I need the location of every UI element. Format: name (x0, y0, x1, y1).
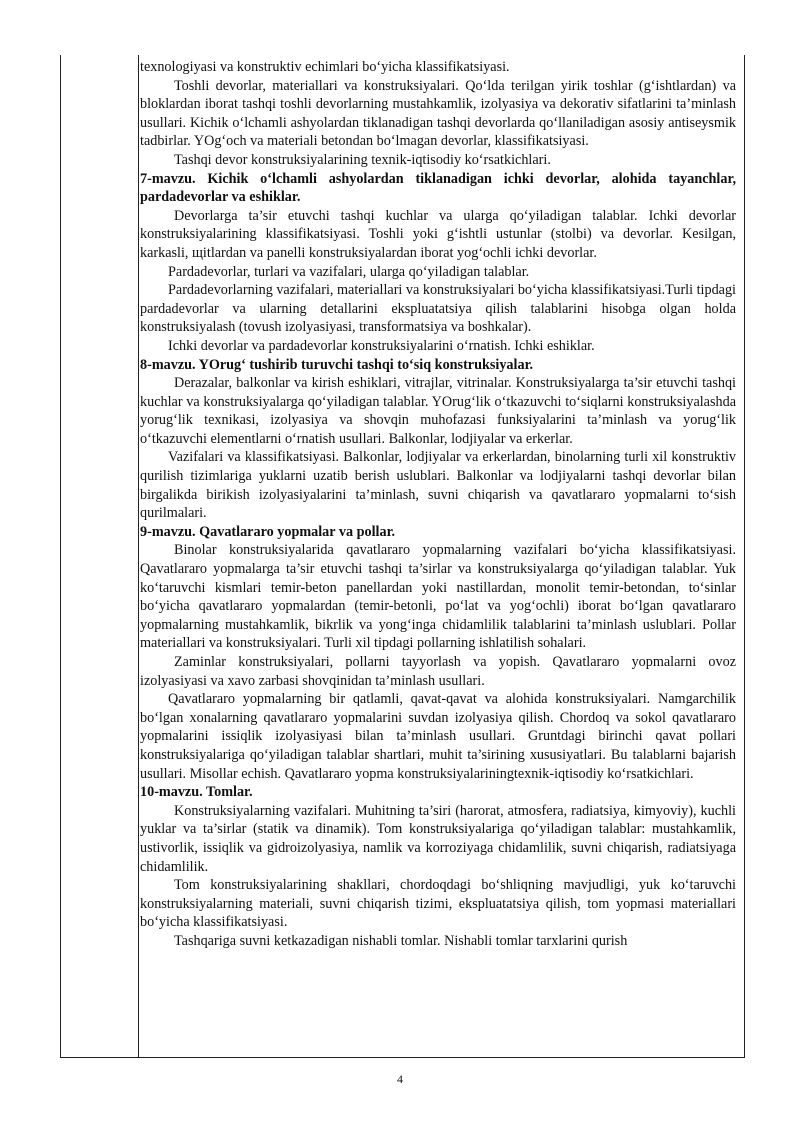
paragraph: Zaminlar konstruksiyalari, pollarni tayyorlash va yopish. Qavatlararo yopmalarni ovoz izolyasiyasi va xavo zarbasi shovqinidan ta’minlash usullari. (140, 654, 736, 689)
paragraph: Tom konstruksiyalarining shakllari, chordoqdagi bo‘shliqning mavjudligi, yuk ko‘taruvchi konstruksiyalarning materiali, suvni chiqarish tizimi, ekspluatatsiya qilish, tom yopmasi materiallari bo‘yicha klassifikatsiyasi. (140, 877, 736, 931)
topic-heading-9: 9-mavzu. Qavatlararo yopmalar va pollar. (140, 523, 396, 540)
paragraph: Pardadevorlarning vazifalari, materiallari va konstruksiyalari bo‘yicha klassifikatsiyasi.Turli tipdagi pardadevorlar va ularning detallarini ekspluatatsiya qilish talablarini hisobga olgan holda konstruksiyalash (tovush izolyasiyasi, transformatsiya va boshkalar). (140, 282, 736, 336)
paragraph: Derazalar, balkonlar va kirish eshiklari, vitrajlar, vitrinalar. Konstruksiyalarga ta’sir etuvchi tashqi kuchlar va konstruksiyalarga qo‘yiladigan talablar. YOrug‘lik o‘tkazuvchi to‘siqlarni konstruksiyalashda yorug‘lik texnikasi, izolyasiya va shovqin muhofazasi funksiyalarini ta’minlash va yorug‘lik o‘tkazuvchi elementlarni o‘rnatish usullari. Balkonlar, lodjiyalar va erkerlar. (140, 375, 736, 447)
topic-heading-7: 7-mavzu. Kichik o‘lchamli ashyolardan tiklanadigan ichki devorlar, alohida tayanchlar, pardadevorlar va eshiklar. (140, 170, 736, 206)
paragraph: Qavatlararo yopmalarning bir qatlamli, qavat-qavat va alohida konstruksiyalari. Namgarchilik bo‘lgan xonalarning qavatlararo yopmalarini suvdan izolyasiya qilish. Chordoq va sokol qavatlararo yopmalarini issiqlik izolyasiyasi bilan ta’minlash usullari. Gruntdagi birinchi qavat pollari konstruksiyalariga qo‘yiladigan talablar shartlari, muhit ta’sirining xususiyatlari. Bu talablarni bajarish usullari. Misollar echish. Qavatlararo yopma konstruksiyalariningtexnik-iqtisodiy ko‘rsatkichlari. (140, 691, 736, 782)
paragraph: Tashqi devor konstruksiyalarining texnik-iqtisodiy ko‘rsatkichlari. (174, 151, 551, 168)
paragraph: texnologiyasi va konstruktiv echimlari bo‘yicha klassifikatsiyasi. (140, 59, 510, 75)
paragraph: Tashqariga suvni ketkazadigan nishabli tomlar. Nishabli tomlar tarxlarini qurish (174, 932, 628, 949)
page-number: 4 (397, 1072, 403, 1086)
paragraph: Vazifalari va klassifikatsiyasi. Balkonlar, lodjiyalar va erkerlardan, binolarning turli xil konstruktiv qurilish tizimlariga yuklarni uzatib berish uslublari. Balkonlar va lodjiyalarni tashqi devorlar bilan birgalikda birikish izolyasiyalarini ta’minlash, suvni chiqarish va qavatlararo yopmalarni to‘sish qurilmalari. (140, 449, 736, 522)
paragraph: Binolar konstruksiyalarida qavatlararo yopmalarning vazifalari bo‘yicha klassifikatsiyasi. Qavatlararo yopmalarga ta’sir etuvchi tashqi ta’sirlar va konstruksiyalarga qo‘yiladigan talablar. Yuk ko‘taruvchi kismlari temir-beton panellardan yoki nastillardan, monolit temir-betondan, to‘sinlar bo‘yicha qavatlararo yopmalardan (temir-betonli, po‘lat va yog‘ochli) iborat bo‘lgan qavatlararo yopmalarning mustahkamlik, bikrlik va yong‘inga chidamlilik talablarini ta’minlash uslublari. Pollar materiallari va konstruksiyalari. Turli xil tipdagi pollarning ishlatilish sohalari. (140, 542, 736, 652)
paragraph: Ichki devorlar va pardadevorlar konstruksiyalarini o‘rnatish. Ichki eshiklar. (168, 337, 595, 354)
paragraph: Konstruksiyalarning vazifalari. Muhitning ta’siri (harorat, atmosfera, radiatsiya, kimyoviy), kuchli yuklar va ta’sirlar (statik va dinamik). Tom konstruksiyalariga qo‘yiladigan talablar: mustahkamlik, ustivorlik, issiqlik va gidroizolyasiya, namlik va korroziyaga chidamlilik, suvni chiqarish, radiatsiyaga chidamlilik. (140, 802, 736, 875)
table-content-cell (140, 58, 736, 951)
topic-heading-10: 10-mavzu. Tomlar. (140, 784, 253, 801)
paragraph: Devorlarga ta’sir etuvchi tashqi kuchlar va ularga qo‘yiladigan talablar. Ichki devorlar konstruksiyalarining klassifikatsiyasi. Toshli yoki g‘ishtli ustunlar (stolbi) va devorlar. Kesilgan, karkasli, щitlardan va panelli konstruksiyalardan iborat yog‘ochli ichki devorlar. (140, 207, 736, 261)
syllabus-table (60, 55, 745, 1058)
paragraph: Pardadevorlar, turlari va vazifalari, ularga qo‘yiladigan talablar. (168, 263, 530, 280)
topic-heading-8: 8-mavzu. YOrug‘ tushirib turuvchi tashqi to‘siq konstruksiyalar. (140, 356, 534, 373)
paragraph: Toshli devorlar, materiallari va konstruksiyalari. Qo‘lda terilgan yirik toshlar (g‘ishtlardan) va bloklardan iborat tashqi toshli devorlarning mustahkamlik, izolyasiya va dekorativ sifatlarini ta’minlash usullari. Kichik o‘lchamli ashyolardan tiklanadigan tashqi devorlarda qo‘llaniladigan asosiy antiseysmik tadbirlar. YOg‘och va materiali betondan bo‘lmagan devorlar, klassifikatsiyasi. (140, 77, 736, 150)
table-left-column (61, 55, 139, 1057)
